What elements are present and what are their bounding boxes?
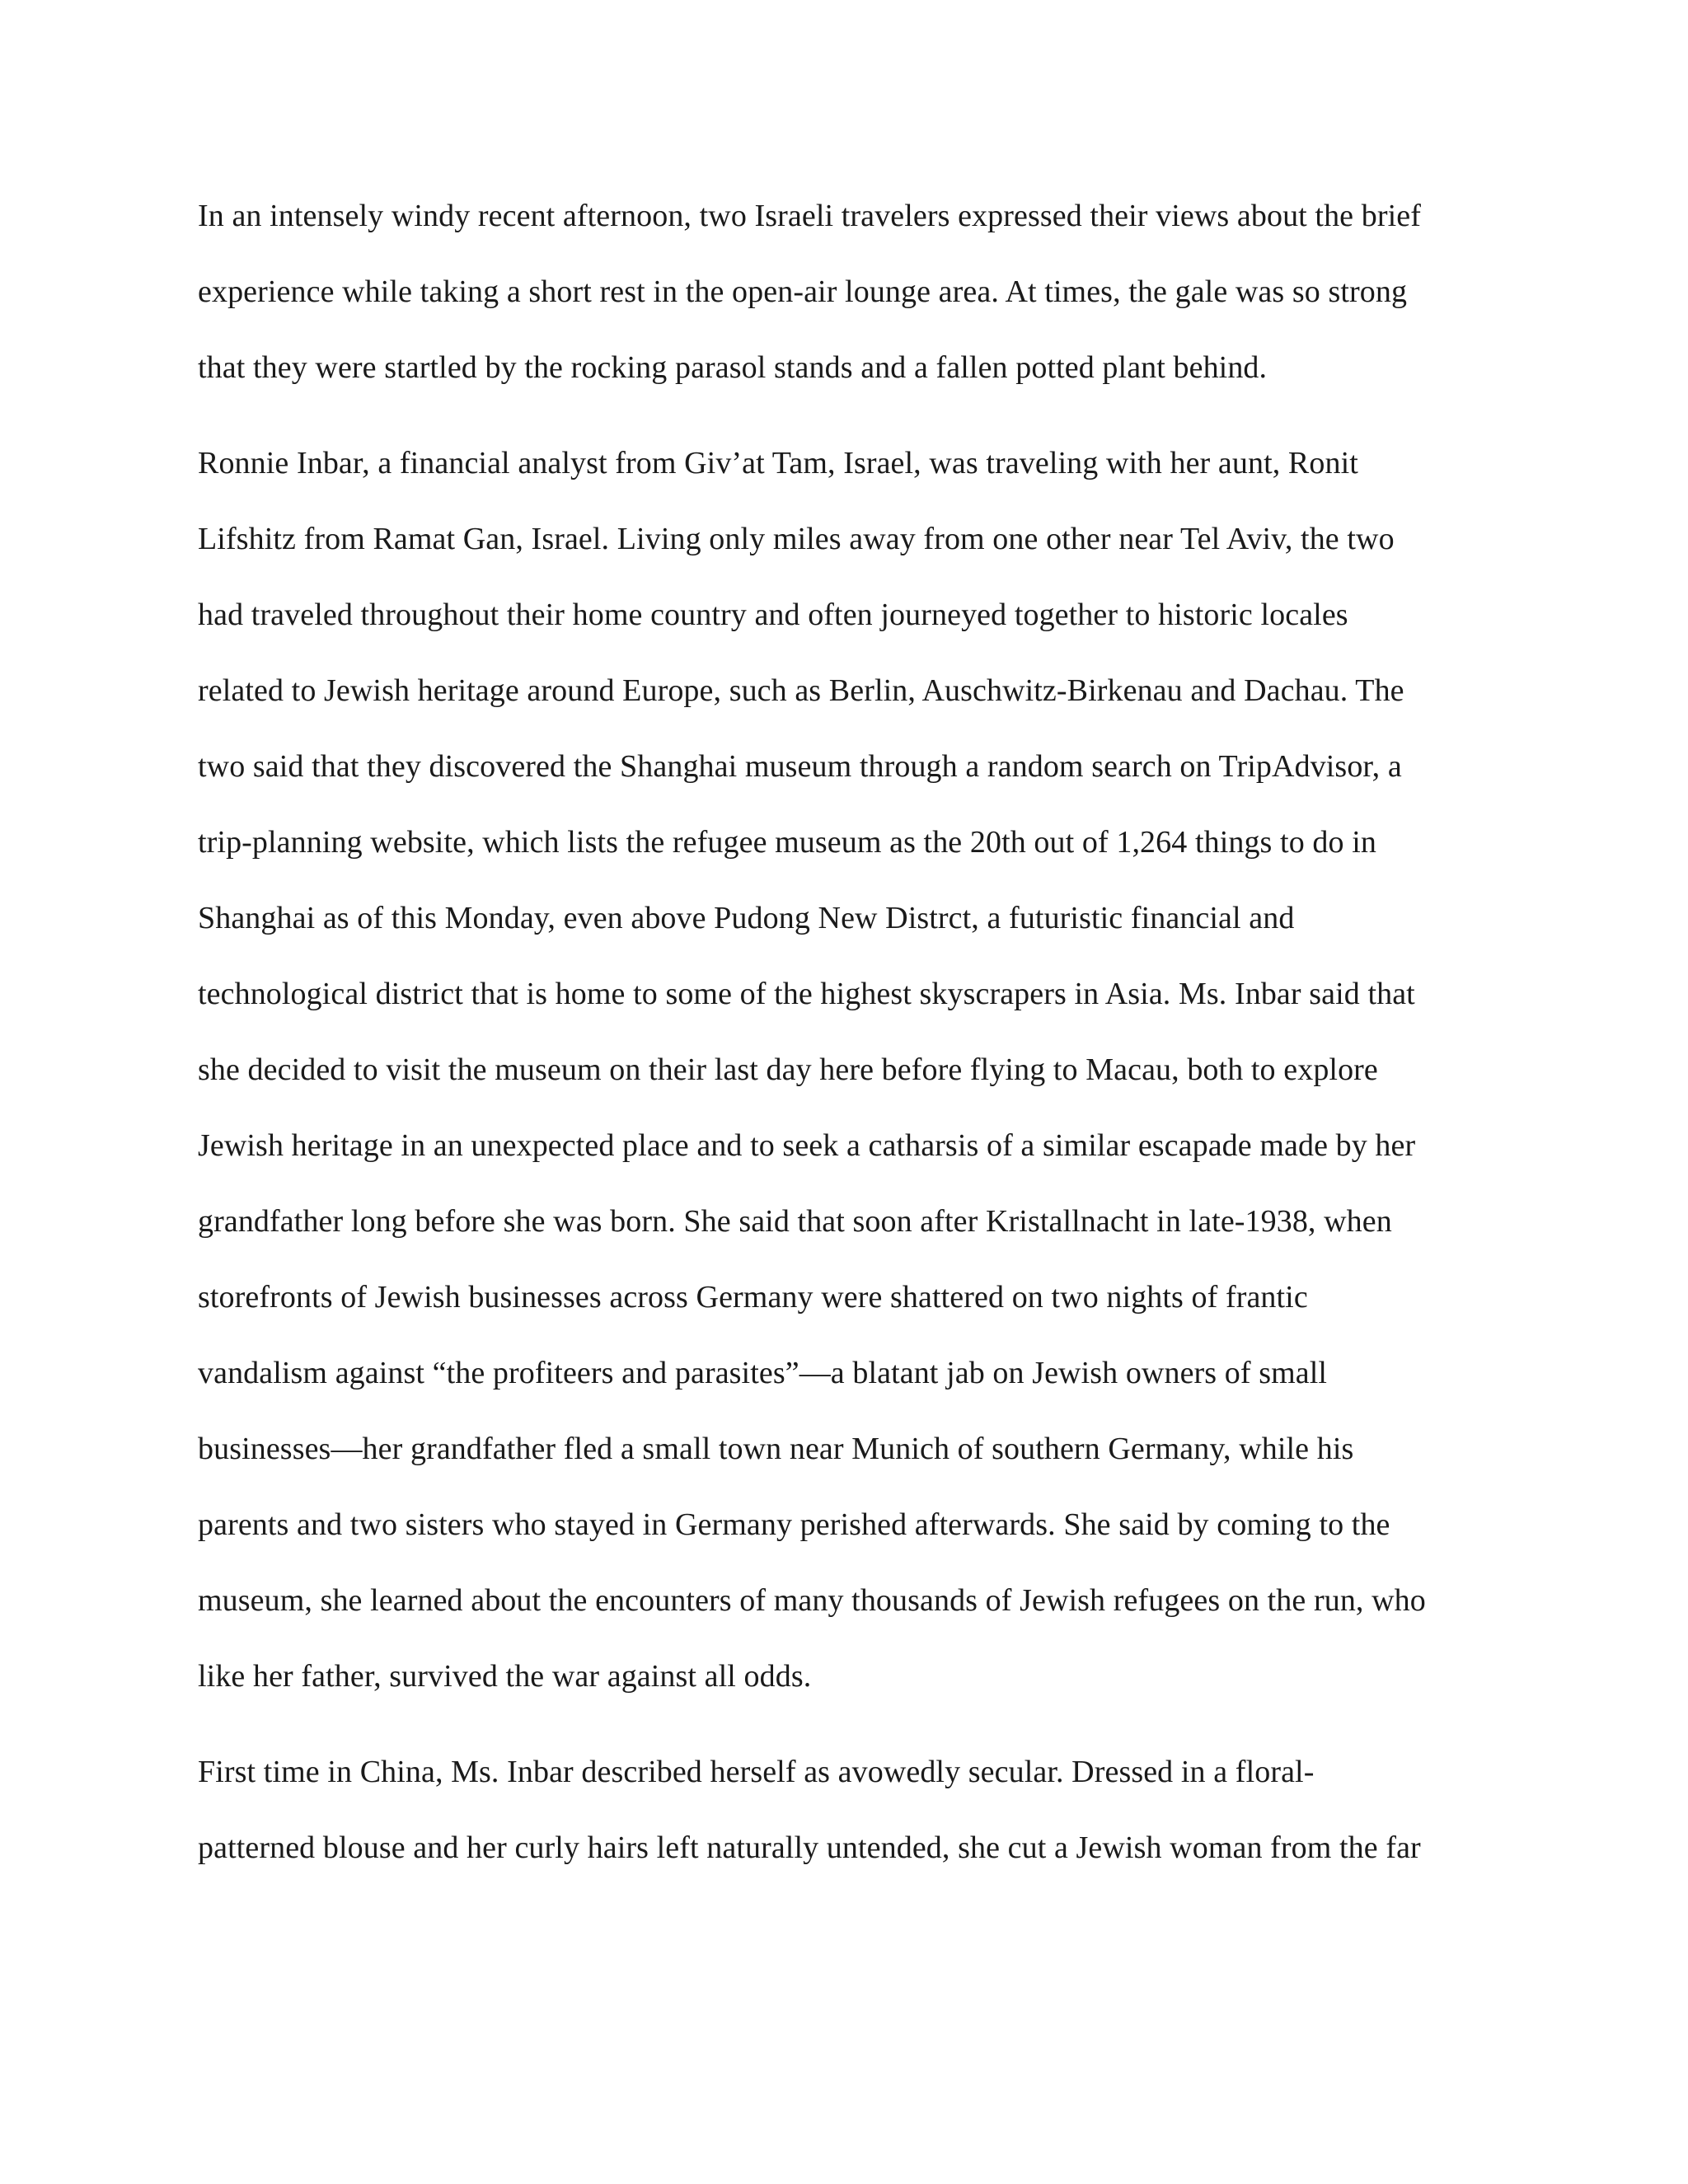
text-line: Jewish heritage in an unexpected place and to seek a catharsis of a similar escapade made by her [198,1128,1416,1163]
text-line: Ronnie Inbar, a financial analyst from Giv’at Tam, Israel, was traveling with her aunt, Ronit [198,446,1358,480]
text-line: parents and two sisters who stayed in Germany perished afterwards. She said by coming to the [198,1507,1390,1542]
text-line: related to Jewish heritage around Europe, such as Berlin, Auschwitz-Birkenau and Dachau. The [198,673,1404,708]
text-line: trip-planning website, which lists the refugee museum as the 20th out of 1,264 things to do in [198,825,1376,860]
text-line: grandfather long before she was born. She said that soon after Kristallnacht in late-1938, when [198,1204,1392,1239]
text-line: First time in China, Ms. Inbar described herself as avowedly secular. Dressed in a floral- [198,1755,1315,1789]
text-line: had traveled throughout their home country and often journeyed together to historic locales [198,598,1348,632]
text-line: two said that they discovered the Shanghai museum through a random search on TripAdvisor, a [198,749,1402,784]
text-line: technological district that is home to some of the highest skyscrapers in Asia. Ms. Inbar said that [198,977,1415,1011]
text-line: she decided to visit the museum on their last day here before flying to Macau, both to explore [198,1052,1378,1087]
text-line: museum, she learned about the encounters of many thousands of Jewish refugees on the run, who [198,1583,1426,1618]
text-line: vandalism against “the profiteers and parasites”—a blatant jab on Jewish owners of small [198,1356,1328,1390]
text-line: that they were startled by the rocking parasol stands and a fallen potted plant behind. [198,350,1268,385]
text-line: businesses—her grandfather fled a small town near Munich of southern Germany, while his [198,1432,1354,1466]
text-line: experience while taking a short rest in the open-air lounge area. At times, the gale was so strong [198,274,1408,309]
text-line: like her father, survived the war against all odds. [198,1659,812,1694]
text-line: Shanghai as of this Monday, even above Pudong New Distrct, a futuristic financial and [198,901,1295,935]
text-line: In an intensely windy recent afternoon, two Israeli travelers expressed their views about the brief [198,199,1421,233]
text-line: patterned blouse and her curly hairs left naturally untended, she cut a Jewish woman from the far [198,1830,1421,1865]
text-line: Lifshitz from Ramat Gan, Israel. Living only miles away from one other near Tel Aviv, the two [198,522,1395,556]
text-line: storefronts of Jewish businesses across Germany were shattered on two nights of frantic [198,1280,1308,1315]
